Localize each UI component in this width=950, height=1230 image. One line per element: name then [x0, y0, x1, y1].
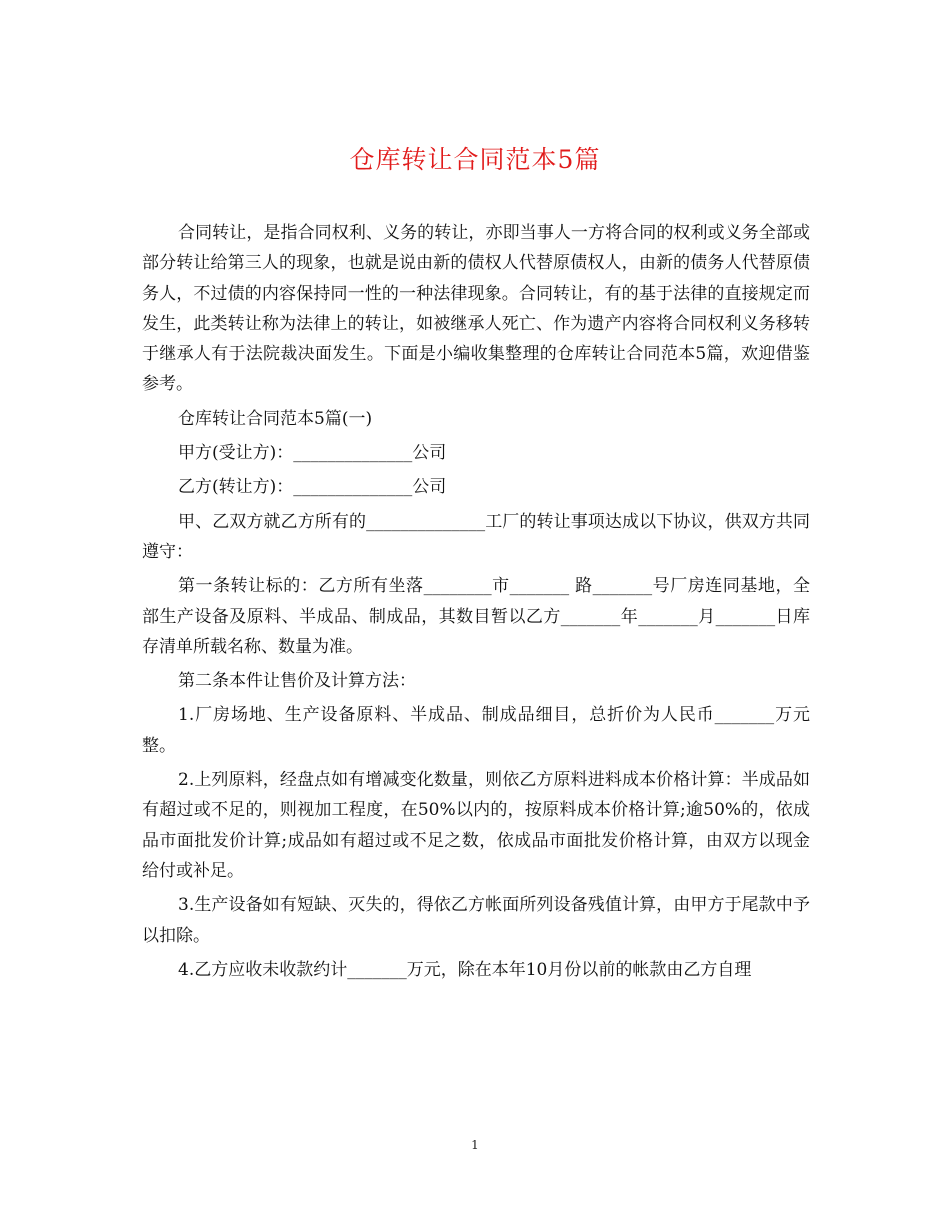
- clause-2: 2.上列原料，经盘点如有增减变化数量，则依乙方原料进料成本价格计算：半成品如有超过或不足的，则视加工程度，在50%以内的，按原料成本价格计算;逾50%的，依成品市面批发价计算;成品如有超过或不足之数，依成品市面批发价格计算，由双方以现金给付或补足。: [142, 770, 810, 881]
- party-b-line: 乙方(转让方)：______________公司: [178, 477, 447, 498]
- clause-4: 4.乙方应收未收款约计_______万元，除在本年10月份以前的帐款由乙方自理: [178, 959, 752, 980]
- page-number: 1: [471, 1138, 479, 1152]
- agreement-paragraph: 甲、乙双方就乙方所有的______________工厂的转让事项达成以下协议，供双方共同遵守：: [142, 511, 810, 562]
- intro-paragraph: 合同转让，是指合同权利、义务的转让，亦即当事人一方将合同的权利或义务全部或部分转让给第三人的现象，也就是说由新的债权人代替原债权人，由新的债务人代替原债务人，不过债的内容保持同一性的一种法律现象。合同转让，有的基于法律的直接规定而发生，此类转让称为法律上的转让，如被继承人死亡、作为遗产内容将合同权利义务移转于继承人有于法院裁决面发生。下面是小编收集整理的仓库转让合同范本5篇，欢迎借鉴参考。: [142, 223, 810, 395]
- clause-1: 1.厂房场地、生产设备原料、半成品、制成品细目，总折价为人民币_______万元整。: [142, 705, 810, 756]
- document-body: [142, 218, 810, 989]
- article-one: 第一条转让标的：乙方所有坐落________市_______ 路_______号厂房连同基地，全部生产设备及原料、半成品、制成品，其数目暂以乙方_______年_______月_______日库存清单所载名称、数量为准。: [142, 576, 810, 657]
- party-a-line: 甲方(受让方)：______________公司: [178, 443, 447, 464]
- section-heading: 仓库转让合同范本5篇(一): [178, 408, 373, 429]
- clause-3: 3.生产设备如有短缺、灭失的，得依乙方帐面所列设备残值计算，由甲方于尾款中予以扣除。: [142, 895, 810, 946]
- article-two-heading: 第二条本件让售价及计算方法：: [178, 671, 416, 692]
- document-title: 仓库转让合同范本5篇: [349, 145, 601, 174]
